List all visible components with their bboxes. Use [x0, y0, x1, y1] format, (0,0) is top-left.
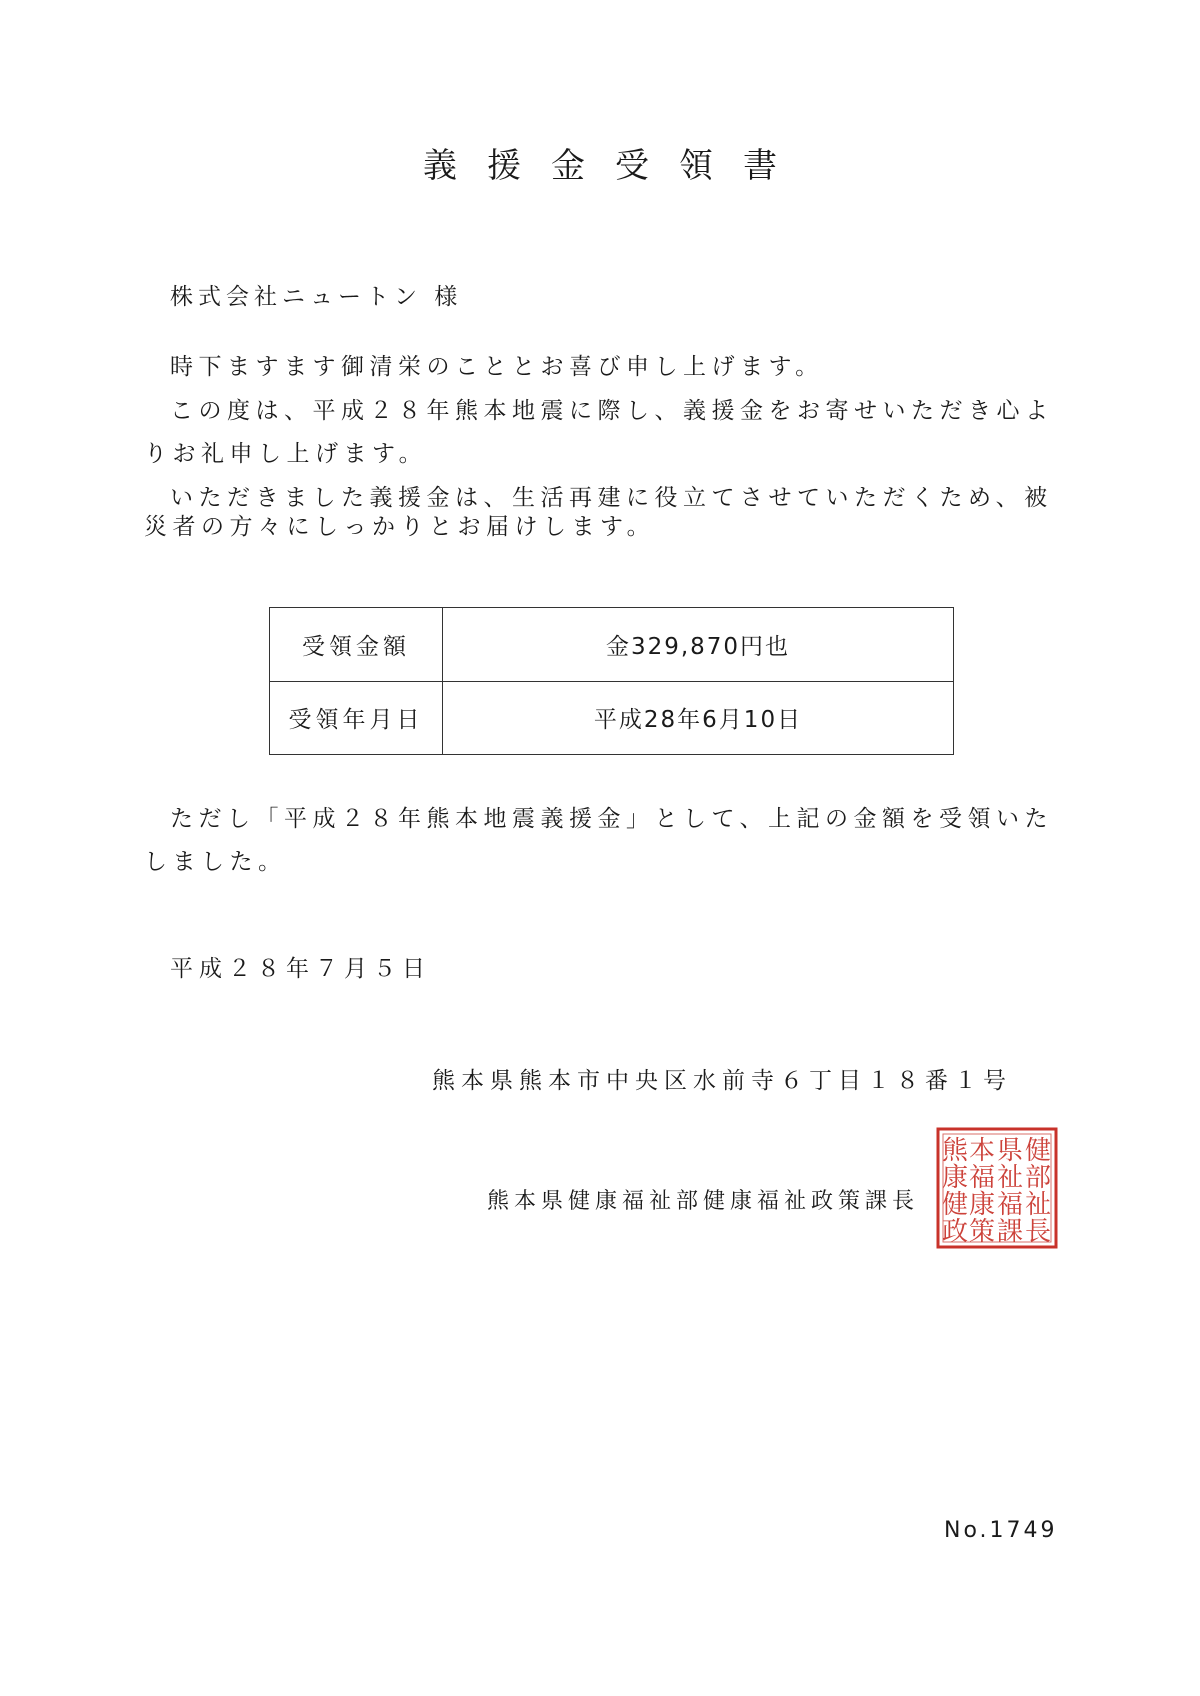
body-line: りお礼申し上げます。	[144, 441, 428, 467]
seal-char: 部	[1024, 1163, 1052, 1193]
seal-char: 健	[941, 1190, 969, 1220]
seal-char: 祉	[1024, 1190, 1052, 1220]
seal-char: 熊	[941, 1136, 969, 1166]
seal-char: 政	[941, 1217, 969, 1247]
seal-char: 福	[968, 1163, 996, 1193]
amount-value: 金329,870円也	[443, 608, 954, 682]
issuer-title: 熊本県健康福祉部健康福祉政策課長	[487, 1189, 920, 1214]
table-row	[270, 608, 954, 682]
seal-char: 本	[968, 1136, 996, 1166]
seal-char: 策	[968, 1217, 996, 1247]
document-number: No.1749	[944, 1518, 1058, 1543]
seal-char: 祉	[996, 1163, 1024, 1193]
seal-char: 康	[941, 1163, 969, 1193]
seal-char: 健	[1024, 1136, 1052, 1166]
amount-label: 受領金額	[270, 608, 443, 682]
received-date-label: 受領年月日	[270, 681, 443, 755]
seal-characters	[942, 1136, 1051, 1247]
seal-char: 康	[968, 1190, 996, 1220]
seal-char: 県	[996, 1136, 1024, 1166]
body-line: 時下ますます御清栄のこととお喜び申し上げます。	[170, 354, 824, 380]
seal-char: 長	[1024, 1217, 1052, 1247]
note-line: ただし「平成２８年熊本地震義援金」として、上記の金額を受領いた	[170, 806, 1054, 832]
seal-char: 福	[996, 1190, 1024, 1220]
issue-date: 平成２８年７月５日	[170, 956, 431, 982]
document-title: 義援金受領書	[423, 146, 807, 186]
recipient: 株式会社ニュートン 様	[170, 284, 463, 310]
table-row	[270, 681, 954, 755]
body-line: この度は、平成２８年熊本地震に際し、義援金をお寄せいただき心よ	[170, 398, 1054, 424]
body-line: 災者の方々にしっかりとお届けします。	[144, 514, 656, 540]
received-date-value: 平成28年6月10日	[443, 681, 954, 755]
body-line: いただきました義援金は、生活再建に役立てさせていただくため、被	[170, 485, 1053, 511]
receipt-table	[269, 607, 954, 755]
official-seal	[935, 1126, 1059, 1250]
note-line: しました。	[144, 849, 287, 875]
seal-char: 課	[996, 1217, 1024, 1247]
issuer-address: 熊本県熊本市中央区水前寺６丁目１８番１号	[432, 1068, 1012, 1094]
